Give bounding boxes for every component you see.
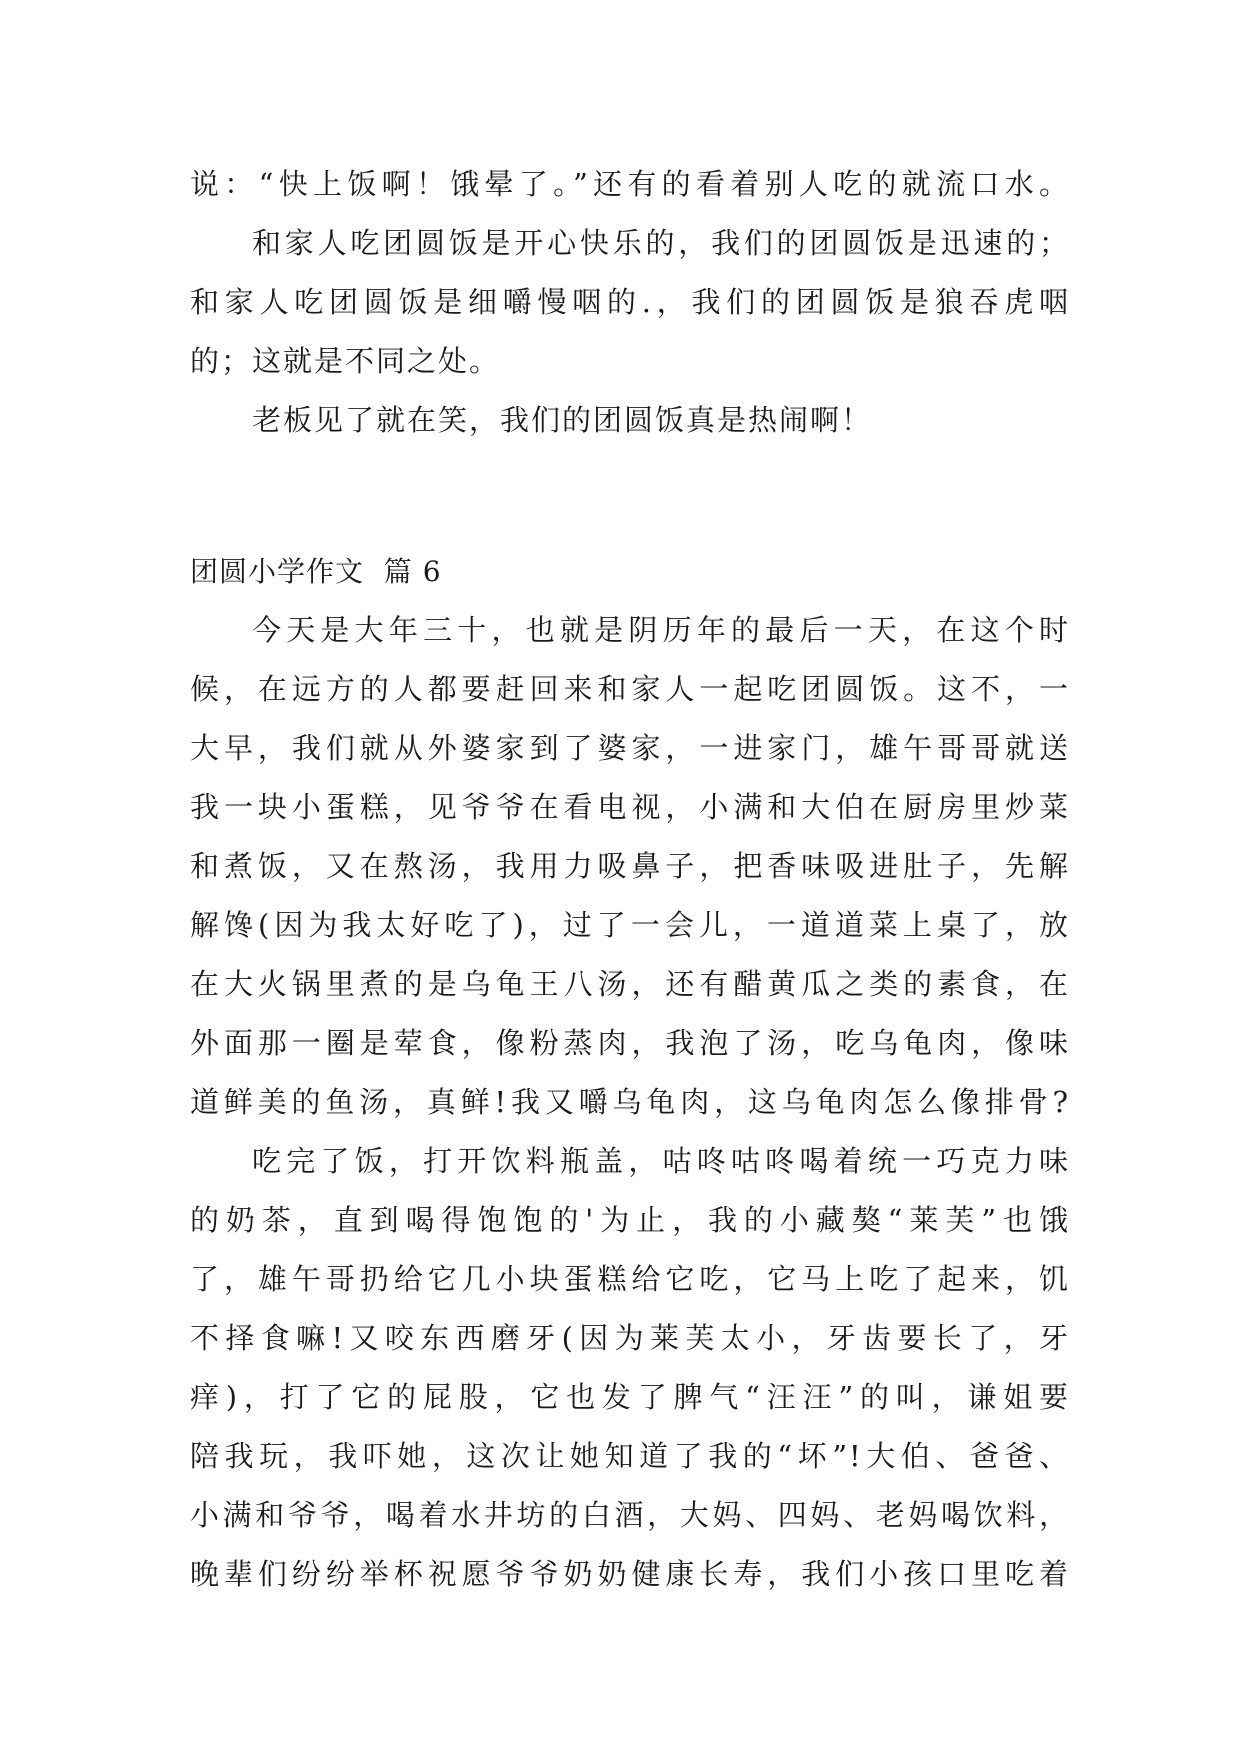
text-line: 我一块小蛋糕，见爷爷在看电视，小满和大伯在厨房里炒菜 — [190, 790, 1070, 824]
text-line: 和家人吃团圆饭是开心快乐的，我们的团圆饭是迅速的； — [252, 226, 1070, 260]
text-line: 外面那一圈是荤食，像粉蒸肉，我泡了汤，吃乌龟肉，像味 — [190, 1026, 1070, 1060]
text-line: 和煮饭，又在熬汤，我用力吸鼻子，把香味吸进肚子，先解 — [190, 849, 1070, 883]
text-line: 在大火锅里煮的是乌龟王八汤，还有醋黄瓜之类的素食，在 — [190, 967, 1070, 1001]
text-line: 的奶茶，直到喝得饱饱的'为止，我的小藏獒“莱芙”也饿 — [190, 1203, 1070, 1237]
text-line: 今天是大年三十，也就是阴历年的最后一天，在这个时 — [252, 613, 1070, 647]
text-line: 晚辈们纷纷举杯祝愿爷爷奶奶健康长寿，我们小孩口里吃着 — [190, 1557, 1070, 1591]
text-line: 了，雄午哥扔给它几小块蛋糕给它吃，它马上吃了起来，饥 — [190, 1262, 1070, 1296]
text-line: 的；这就是不同之处。 — [190, 344, 501, 378]
text-line: 说：“快上饭啊！饿晕了。”还有的看着别人吃的就流口水。 — [190, 167, 1070, 201]
text-line: 陪我玩，我吓她，这次让她知道了我的“坏”!大伯、爸爸、 — [190, 1439, 1070, 1473]
text-line: 老板见了就在笑，我们的团圆饭真是热闹啊！ — [252, 403, 873, 437]
text-line: 解馋(因为我太好吃了)，过了一会儿，一道道菜上桌了，放 — [190, 908, 1070, 942]
text-line: 候，在远方的人都要赶回来和家人一起吃团圆饭。这不，一 — [190, 672, 1070, 706]
text-line: 小满和爷爷，喝着水井坊的白酒，大妈、四妈、老妈喝饮料， — [190, 1498, 1070, 1532]
text-line: 痒)，打了它的屁股，它也发了脾气“汪汪”的叫，谦姐要 — [190, 1380, 1070, 1414]
text-line: 大早，我们就从外婆家到了婆家，一进家门，雄午哥哥就送 — [190, 731, 1070, 765]
text-line: 不择食嘛!又咬东西磨牙(因为莱芙太小，牙齿要长了，牙 — [190, 1321, 1070, 1355]
section-heading: 团圆小学作文 篇 6 — [190, 555, 442, 588]
text-line: 和家人吃团圆饭是细嚼慢咽的.，我们的团圆饭是狼吞虎咽 — [190, 285, 1070, 319]
text-line: 吃完了饭，打开饮料瓶盖，咕咚咕咚喝着统一巧克力味 — [252, 1144, 1070, 1178]
section-gap — [190, 450, 1070, 542]
document-page — [190, 155, 1070, 1604]
text-line: 道鲜美的鱼汤，真鲜!我又嚼乌龟肉，这乌龟肉怎么像排骨? — [190, 1085, 1070, 1119]
